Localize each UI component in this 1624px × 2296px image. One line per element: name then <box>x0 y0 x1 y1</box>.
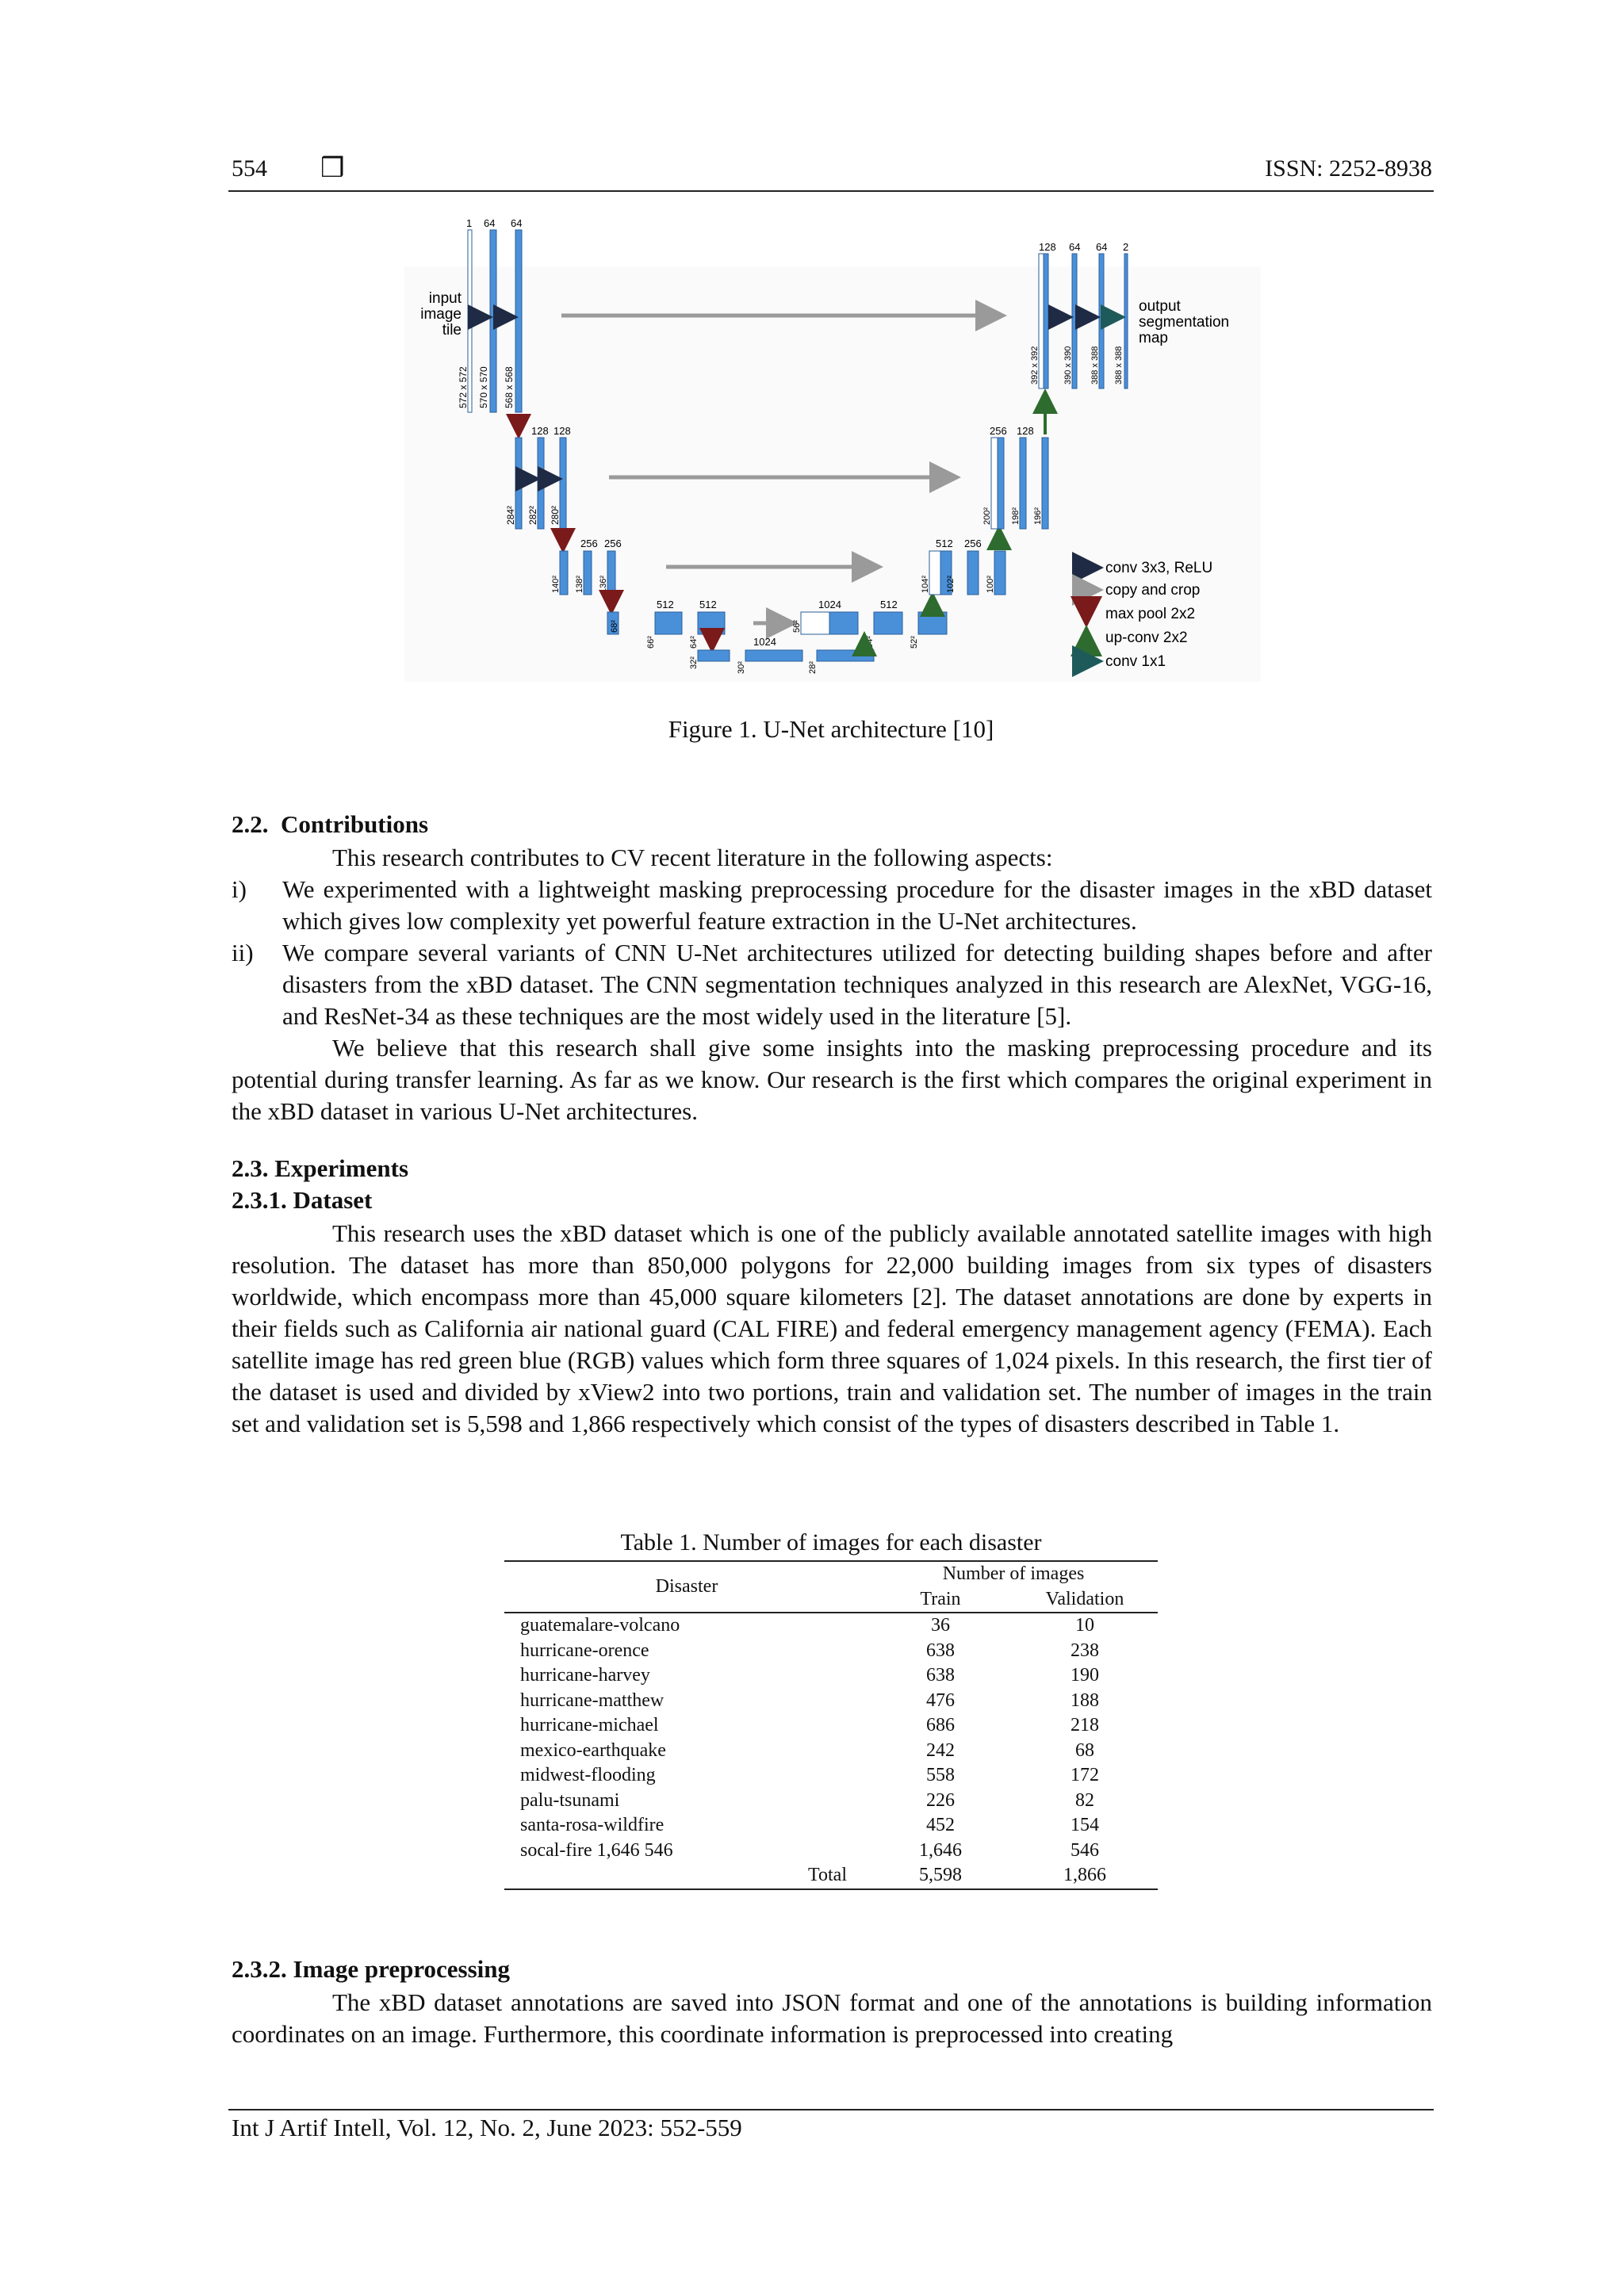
total-val: 1,866 <box>1063 1865 1106 1885</box>
section-2-3-2-heading: 2.3.2. Image preprocessing <box>232 1955 511 1983</box>
row-val: 172 <box>1071 1765 1099 1785</box>
block-d4-c <box>918 612 947 634</box>
section-2-3-heading: 2.3. Experiments <box>232 1154 409 1182</box>
unet-architecture-figure <box>404 214 1261 690</box>
table-header-train: Train <box>920 1588 961 1609</box>
ch-label-up512b: 512 <box>936 538 953 549</box>
block-d3-b <box>967 551 979 595</box>
output-label-3: map <box>1139 330 1168 346</box>
section-2-2-number: 2.2. <box>232 810 269 838</box>
contribution-item-2 <box>232 937 1432 1032</box>
row-val: 154 <box>1071 1815 1099 1835</box>
table-row <box>504 1613 1158 1639</box>
preprocessing-paragraph: The xBD dataset annotations are saved into JSON format and one of the annotations is building information coordinates on an image. Furthermore, this coordinate information is preprocessed into creating <box>232 1988 1432 2048</box>
ch-label-up128b: 128 <box>1017 425 1034 437</box>
dim-102: 102² <box>946 575 956 593</box>
table-row <box>504 1839 1158 1864</box>
input-label-2: image <box>420 306 462 323</box>
block-d2-crop <box>991 438 998 529</box>
dim-568: 568 x 568 <box>504 366 515 408</box>
dim-140: 140² <box>551 575 561 593</box>
block-bottom-a <box>698 650 730 661</box>
ch-label-512b: 512 <box>699 599 717 610</box>
table-row <box>504 1639 1158 1664</box>
row-train: 36 <box>931 1615 950 1636</box>
ch-label-512a: 512 <box>657 599 674 610</box>
row-val: 82 <box>1075 1789 1094 1811</box>
footer-citation: Int J Artif Intell, Vol. 12, No. 2, June 2023: 552-559 <box>232 2114 742 2141</box>
section-2-2-heading <box>232 810 428 839</box>
ch-label-1: 1 <box>466 217 473 229</box>
ch-label-up512: 512 <box>880 599 898 610</box>
dim-138: 138² <box>575 575 584 593</box>
ch-label-256b: 256 <box>604 538 622 549</box>
dim-282: 282² <box>527 505 538 525</box>
legend-pool-label: max pool 2x2 <box>1105 606 1196 622</box>
row-train: 1,646 <box>919 1839 962 1861</box>
block-d4-crop <box>801 612 829 634</box>
ch-label-1024a: 1024 <box>753 636 776 648</box>
legend-conv-label: conv 3x3, ReLU <box>1105 560 1213 576</box>
block-d3-crop <box>929 551 940 595</box>
figure-caption: Figure 1. U-Net architecture [10] <box>668 715 994 743</box>
block-l2-a <box>515 438 522 529</box>
row-name: hurricane-matthew <box>520 1689 665 1711</box>
row-val: 188 <box>1071 1689 1099 1711</box>
row-name: palu-tsunami <box>520 1789 620 1811</box>
table-row <box>504 1663 1158 1689</box>
dim-100: 100² <box>986 575 995 593</box>
dim-54: 54² <box>865 636 875 649</box>
row-name: hurricane-orence <box>520 1640 649 1661</box>
journal-issn: ISSN: 2252-8938 <box>1265 155 1432 182</box>
dim-66: 66² <box>646 636 656 649</box>
ch-label-up256: 256 <box>964 538 982 549</box>
block-d2-b <box>1020 438 1026 529</box>
row-val: 238 <box>1071 1640 1099 1661</box>
total-train: 5,598 <box>919 1865 962 1885</box>
contributions-intro: This research contributes to CV recent literature in the following aspects: <box>332 844 1053 871</box>
table-header-group: Number of images <box>942 1563 1085 1584</box>
row-train: 476 <box>926 1689 955 1711</box>
block-d3-c <box>994 551 1005 595</box>
block-d4-b <box>874 612 902 634</box>
block-bottom-b <box>745 650 802 661</box>
section-2-3-1-heading: 2.3.1. Dataset <box>232 1186 373 1214</box>
block-d1-a <box>1044 254 1048 388</box>
row-train: 242 <box>926 1739 955 1761</box>
row-val: 190 <box>1071 1665 1099 1686</box>
dim-570: 570 x 570 <box>478 366 489 408</box>
row-name: hurricane-harvey <box>520 1665 650 1686</box>
header-rule <box>228 190 1434 192</box>
table-header-disaster: Disaster <box>504 1561 869 1613</box>
block-l2-b <box>538 438 544 529</box>
ch-label-64b: 64 <box>511 217 523 229</box>
dim-30: 30² <box>737 661 746 674</box>
ch-label-64a: 64 <box>484 217 496 229</box>
ch-label-256a: 256 <box>580 538 598 549</box>
row-val: 68 <box>1075 1739 1094 1761</box>
legend-up-label: up-conv 2x2 <box>1105 629 1188 646</box>
table-row <box>504 1689 1158 1714</box>
block-l3-c <box>607 551 615 595</box>
dim-390: 390 x 390 <box>1063 346 1073 385</box>
item-text: We experimented with a lightweight masking preprocessing procedure for the disaster images in the xBD dataset which gives low complexity yet powerful feature extraction in the U-Net architectures. <box>282 875 1432 935</box>
item-number: i) <box>232 875 247 903</box>
table-row <box>504 1739 1158 1764</box>
block-d4-a <box>829 612 858 634</box>
row-name: socal-fire 1,646 546 <box>520 1839 673 1861</box>
row-val: 10 <box>1075 1615 1094 1636</box>
dim-572: 572 x 572 <box>458 366 469 408</box>
table-row <box>504 1789 1158 1814</box>
dim-388b: 388 x 388 <box>1114 346 1124 385</box>
block-l2-c <box>560 438 566 529</box>
block-l1-a <box>490 230 496 412</box>
block-d2-c <box>1042 438 1048 529</box>
footer-rule <box>228 2109 1434 2110</box>
dim-200: 200² <box>982 507 992 525</box>
block-l3-a <box>560 551 568 595</box>
table-1-caption: Table 1. Number of images for each disaster <box>620 1529 1042 1556</box>
row-val: 546 <box>1071 1839 1099 1861</box>
block-bottom-c <box>817 650 874 661</box>
dim-104: 104² <box>921 575 930 593</box>
row-train: 638 <box>926 1640 955 1661</box>
row-train: 558 <box>926 1765 955 1785</box>
block-output <box>1124 254 1128 388</box>
ch-label-128a: 128 <box>531 425 549 437</box>
output-label-2: segmentation <box>1139 314 1230 331</box>
row-train: 686 <box>926 1715 955 1735</box>
table-row <box>504 1813 1158 1839</box>
ch-label-1024b: 1024 <box>818 599 841 610</box>
row-name: midwest-flooding <box>520 1765 656 1785</box>
page-number: 554 <box>232 155 267 182</box>
table-header-validation: Validation <box>1045 1588 1124 1609</box>
dim-28: 28² <box>808 661 818 674</box>
dim-136: 136² <box>599 575 608 593</box>
header-box-glyph: ❒ <box>320 154 345 183</box>
ch-label-out128: 128 <box>1039 241 1056 253</box>
row-name: hurricane-michael <box>520 1715 659 1735</box>
block-l4-c <box>698 612 725 634</box>
block-l1-b <box>515 230 522 412</box>
output-label-1: output <box>1139 298 1181 315</box>
contributions-closing: We believe that this research shall give some insights into the masking preprocessing procedure and its potential during transfer learning. As far as we know. Our research is the first which compares the original experiment in the xBD dataset in various U-Net architectures. <box>232 1034 1432 1125</box>
legend-1x1-label: conv 1x1 <box>1105 653 1166 670</box>
row-name: guatemalare-volcano <box>520 1615 680 1636</box>
block-l3-b <box>584 551 592 595</box>
row-name: mexico-earthquake <box>520 1739 666 1761</box>
ch-label-128b: 128 <box>553 425 571 437</box>
row-name: santa-rosa-wildfire <box>520 1815 665 1835</box>
block-l4-b <box>655 612 682 634</box>
ch-label-out64b: 64 <box>1096 241 1108 253</box>
dim-196: 196² <box>1033 507 1043 525</box>
ch-label-out64a: 64 <box>1069 241 1081 253</box>
item-number: ii) <box>232 939 254 966</box>
item-text: We compare several variants of CNN U-Net architectures utilized for detecting building shapes before and after disasters from the xBD dataset. The CNN segmentation techniques analyzed in this research are AlexNet, VGG-16, and ResNet-34 as these techniques are the most widely used in the literature [5]. <box>282 939 1432 1030</box>
input-label-3: tile <box>442 322 462 339</box>
table-total-row <box>504 1863 1158 1889</box>
row-train: 226 <box>926 1789 955 1811</box>
total-label: Total <box>808 1865 847 1885</box>
table-row <box>504 1763 1158 1789</box>
dim-68: 68² <box>610 620 619 633</box>
table-row <box>504 1713 1158 1739</box>
dim-284: 284² <box>505 505 516 525</box>
ch-label-up128: 256 <box>990 425 1007 437</box>
row-train: 452 <box>926 1815 955 1835</box>
dim-198: 198² <box>1011 507 1021 525</box>
dim-392: 392 x 392 <box>1030 346 1040 385</box>
legend-copy-label: copy and crop <box>1105 582 1201 599</box>
dim-280: 280² <box>550 505 561 525</box>
section-2-2-title: Contributions <box>281 810 429 838</box>
ch-label-out2: 2 <box>1123 241 1129 253</box>
table-1 <box>504 1560 1158 1890</box>
row-train: 638 <box>926 1665 955 1686</box>
row-val: 218 <box>1071 1715 1099 1735</box>
dim-52: 52² <box>910 636 919 649</box>
contribution-item-1 <box>232 874 1432 937</box>
block-d2-a <box>998 438 1004 529</box>
input-label-1: input <box>428 290 462 307</box>
dataset-paragraph: This research uses the xBD dataset which is one of the publicly available annotated satellite images with high resolution. The dataset has more than 850,000 polygons for 22,000 building images from six types of disasters worldwide, which encompass more than 45,000 square kilometers [2]. The dataset annotations are done by experts in their fields such as California air national guard (CAL FIRE) and federal emergency management agency (FEMA). Each satellite image has red green blue (RGB) values which form three squares of 1,024 pixels. In this research, the first tier of the dataset is used and divided by xView2 into two portions, train and validation set. The number of images in the train set and validation set is 5,598 and 1,866 respectively which consist of the types of disasters described in Table 1. <box>232 1219 1432 1437</box>
dim-64: 64² <box>689 636 699 649</box>
dim-56: 56² <box>792 620 802 633</box>
dim-388a: 388 x 388 <box>1090 346 1100 385</box>
dim-32: 32² <box>689 656 699 669</box>
